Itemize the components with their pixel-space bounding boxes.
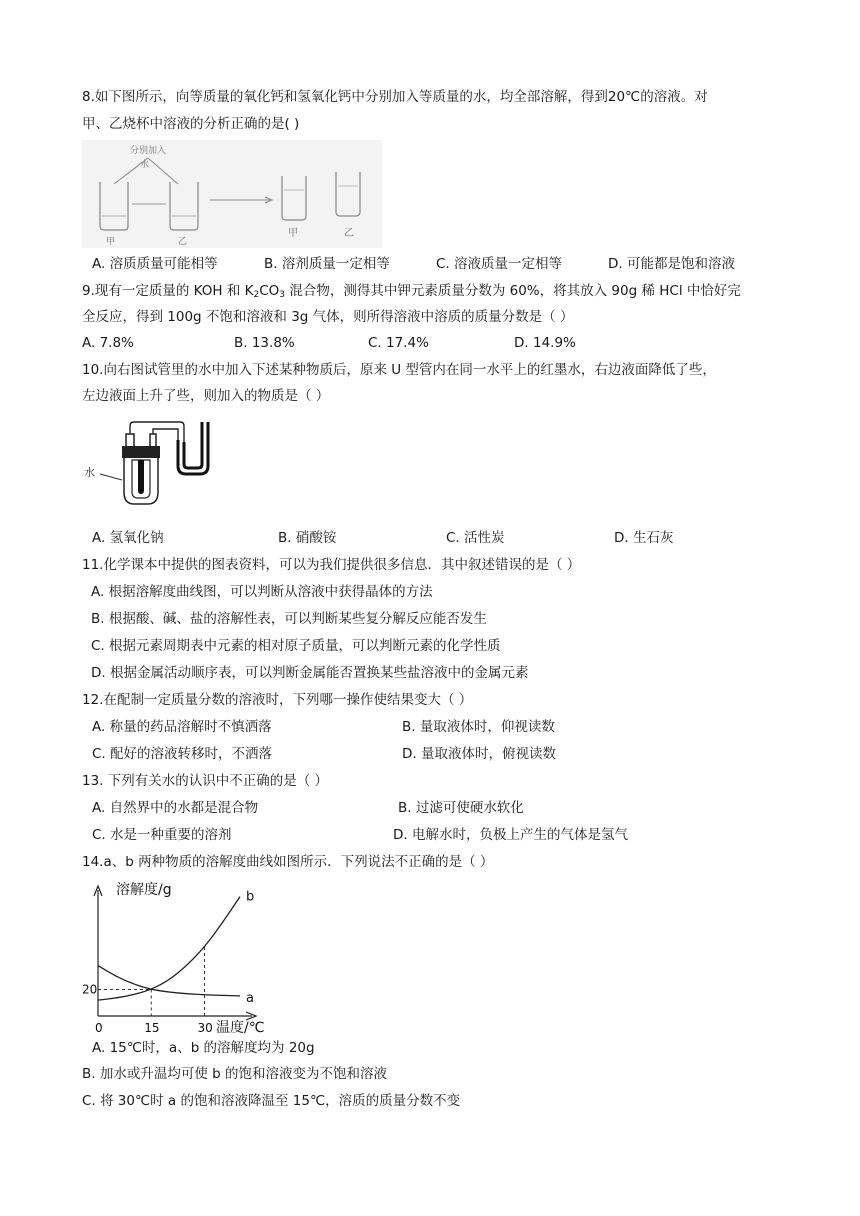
q10-option-d: D. 生石灰 (614, 530, 674, 546)
q9-option-b: B. 13.8% (234, 335, 295, 351)
q9-option-c: C. 17.4% (368, 335, 429, 351)
q8-figure-yi-label: 乙 (344, 228, 354, 239)
q10-stem-line1: 10.向右图试管里的水中加入下述某种物质后，原来 U 型管内在同一水平上的红墨水，右边液面降低了些， (82, 362, 716, 378)
q8-stem-line2: 甲、乙烧杯中溶液的分析正确的是( ) (82, 116, 300, 132)
q10-option-a: A. 氢氧化钠 (92, 530, 164, 546)
q8-figure-jia-label-left: 甲 (106, 237, 116, 247)
series-a-label: a (246, 990, 254, 1006)
solubility-chart (82, 876, 272, 1034)
q8-figure-top-label: 分别加入 (130, 146, 167, 156)
q11-option-a: A. 根据溶解度曲线图，可以判断从溶液中获得晶体的方法 (91, 584, 433, 600)
q10-option-b: B. 硝酸铵 (278, 530, 337, 546)
q12-option-b: B. 量取液体时，仰视读数 (402, 719, 555, 735)
x-axis-label: 温度/℃ (216, 1020, 265, 1034)
q13-option-d: D. 电解水时，负极上产生的气体是氢气 (393, 827, 628, 843)
q8-option-c: C. 溶液质量一定相等 (436, 256, 563, 272)
q12-option-d: D. 量取液体时，俯视读数 (402, 746, 556, 762)
q9-stem-line1: 9.现有一定质量的 KOH 和 $K_2CO_3$ 混合物，测得其中钾元素质量分数为 60%，将其放入 90g 稀 HCl 中恰好完 (82, 283, 741, 300)
q11-option-b: B. 根据酸、碱、盐的溶解性表，可以判断某些复分解反应能否发生 (91, 611, 487, 627)
x-tick-15: 15 (144, 1021, 160, 1034)
q10-u-tube-figure (82, 420, 232, 516)
y-tick-20: 20 (82, 982, 98, 997)
q12-option-c: C. 配好的溶液转移时，不洒落 (92, 746, 273, 762)
q8-option-b: B. 溶剂质量一定相等 (264, 256, 390, 272)
q10-stem-line2: 左边液面上升了些，则加入的物质是（ ） (82, 388, 330, 404)
q12-stem: 12.在配制一定质量分数的溶液时，下列哪一操作使结果变大（ ） (82, 692, 473, 708)
x-tick-30: 30 (197, 1021, 213, 1034)
q14-stem: 14.a、b 两种物质的溶解度曲线如图所示．下列说法不正确的是（ ） (82, 854, 494, 870)
q8-beaker-figure (82, 140, 382, 248)
chart-guides (98, 947, 205, 1016)
q10-water-label: 水 (84, 466, 95, 479)
q13-option-c: C. 水是一种重要的溶剂 (92, 827, 232, 843)
q9-stem-line2: 全反应，得到 100g 不饱和溶液和 3g 气体，则所得溶液中溶质的质量分数是（ ） (82, 309, 574, 325)
q12-option-a: A. 称量的药品溶解时不慎洒落 (92, 719, 272, 735)
q13-option-b: B. 过滤可使硬水软化 (398, 800, 524, 816)
series-b-label: b (246, 889, 255, 905)
q10-option-c: C. 活性炭 (446, 530, 505, 546)
chart-series (98, 890, 254, 1006)
q9-option-d: D. 14.9% (514, 335, 576, 351)
q8-stem-line1: 8.如下图所示，向等质量的氧化钙和氢氧化钙中分别加入等质量的水，均全部溶解，得到20℃的溶液。对 (82, 89, 708, 105)
q11-stem: 11.化学课本中提供的图表资料，可以为我们提供很多信息．其中叙述错误的是（ ） (82, 557, 581, 573)
q14-option-c: C. 将 30℃时 a 的饱和溶液降温至 15℃，溶质的质量分数不变 (82, 1093, 461, 1109)
y-axis-label: 溶解度/g (116, 882, 172, 898)
x-tick-0: 0 (95, 1021, 103, 1034)
q14-option-a: A. 15℃时，a、b 的溶解度均为 20g (92, 1040, 315, 1056)
q8-figure-yi-label-left: 乙 (178, 237, 188, 247)
q8-figure-water-label: 水 (140, 160, 150, 170)
q8-option-d: D. 可能都是饱和溶液 (608, 256, 735, 272)
q11-option-d: D. 根据金属活动顺序表，可以判断金属能否置换某些盐溶液中的金属元素 (91, 665, 529, 681)
q13-option-a: A. 自然界中的水都是混合物 (92, 800, 259, 816)
q8-figure-jia-label: 甲 (288, 228, 298, 239)
q14-option-b: B. 加水或升温均可使 b 的饱和溶液变为不饱和溶液 (82, 1066, 387, 1082)
q11-option-c: C. 根据元素周期表中元素的相对原子质量，可以判断元素的化学性质 (91, 638, 501, 654)
series-b-curve (98, 897, 240, 1000)
series-a-curve (98, 966, 240, 996)
q9-option-a: A. 7.8% (82, 335, 134, 351)
q8-option-a: A. 溶质质量可能相等 (92, 256, 218, 272)
q13-stem: 13. 下列有关水的认识中不正确的是（ ） (82, 773, 329, 789)
